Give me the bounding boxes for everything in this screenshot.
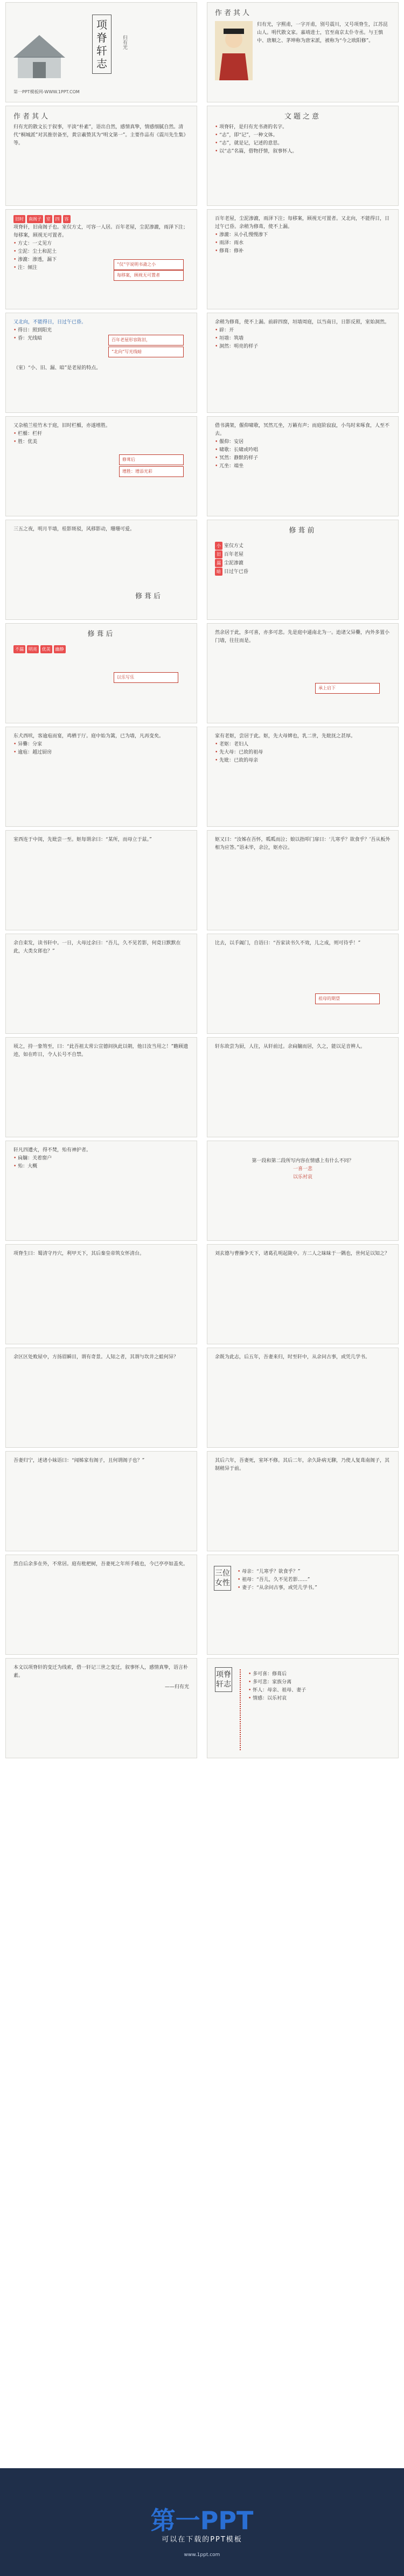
callout-box: 祖母的期望 — [315, 993, 380, 1004]
text-slide — [207, 416, 399, 516]
slide-title: 文题之意 — [284, 113, 321, 121]
note: • 异爨：分家 — [13, 741, 189, 749]
passage: 妪又曰：“汝姊在吾怀，呱呱而泣；娘以指叩门扉曰：‘儿寒乎？欲食乎？’吾从板外相为应答。”语未毕，余泣，妪亦泣。 — [215, 837, 391, 851]
label-desc: 日过午已昏 — [224, 569, 248, 575]
slide-body — [215, 1457, 391, 1473]
question: 第一段和第二段所写内容在情感上有什么不同？ — [252, 1158, 354, 1164]
note: • 昏：光线暗 — [13, 335, 189, 343]
theme-line: • “志”，就是记，记述的意思。 — [215, 140, 391, 148]
passage: 百年老屋，尘泥渗漉，雨泽下注；每移案，顾视无可置者。又北向，不能得日，日过午已昏。余稍为修葺，使不上漏。 — [215, 216, 390, 230]
passage: 余自束发，读书轩中。一日，大母过余曰：“吾儿，久不见若影，何竟日默默在此，大类女郎也？” — [13, 941, 181, 954]
passage: 比去，以手阖门，自语曰：“吾家读书久不效，儿之成，则可待乎！” — [215, 941, 361, 946]
slide-body — [13, 1353, 189, 1362]
passage: 三五之夜，明月半墙，桂影斑驳，风移影动，珊珊可爱。 — [13, 527, 135, 532]
slide-body — [215, 629, 391, 645]
quote-line: • 母亲：“儿寒乎？欲食乎？” — [238, 1568, 391, 1576]
passage: 轩东故尝为厨，人往，从轩前过。余扃牖而居，久之，能以足音辨人。 — [215, 1044, 366, 1049]
label-pill: 明亮 — [27, 645, 39, 653]
text-slide — [5, 1555, 197, 1655]
author-bio: 归有光，字熙甫，一字开甫，别号震川，又号项脊生，江苏昆山人。明代散文家。嘉靖进士，官至南京太仆寺丞。与王慎中、唐顺之、茅坤称为唐宋派，被称为“今之欧阳修”。 — [257, 22, 388, 44]
callout-box: 增胜：增添光彩 — [119, 466, 184, 477]
text-slide — [207, 727, 399, 827]
callout-box: 修葺后 — [119, 454, 184, 465]
passage: 刘玄德与曹操争天下，诸葛孔明起陇中。方二人之昧昧于一隅也，世何足以知之？ — [215, 1251, 390, 1256]
note: • 洞然：明亮的样子 — [215, 343, 391, 351]
slide-body — [13, 526, 189, 534]
text-slide — [5, 1141, 197, 1241]
text-slide — [207, 934, 399, 1034]
quote-line: • 祖母：“吾儿，久不见若影……” — [238, 1576, 391, 1584]
label-pill: 幽静 — [54, 645, 66, 653]
slide-body — [238, 1568, 391, 1592]
slide-body — [215, 1043, 391, 1051]
passage: 其后六年，吾妻死，室坏不修。其后二年，余久卧病无聊，乃使人复葺南阁子，其制稍异于前。 — [215, 1458, 390, 1472]
slide-body — [13, 1147, 189, 1171]
vertical-title: 三位女性 — [214, 1566, 231, 1591]
passage: 余既为此志，后五年，吾妻来归，时至轩中，从余问古事，或凭几学书。 — [215, 1355, 371, 1360]
callout-box: 百年老屋形容陈旧， — [108, 335, 184, 346]
passage: 余区区处败屋中，方扬眉瞬目，谓有奇景。人知之者，其谓与坎井之蛙何异？ — [13, 1355, 179, 1360]
note: • 兀坐：端坐 — [215, 462, 391, 471]
slide-body — [13, 1560, 189, 1569]
note: • 先大母：已故的祖母 — [215, 749, 391, 757]
label-desc: 尘泥渗漉 — [224, 561, 243, 566]
passage: 项脊轩，旧南阁子也。室仅方丈，可容一人居。百年老屋，尘泥渗漉，雨泽下注；每移案，顾视无可置者。 — [13, 225, 189, 238]
slide-body — [248, 1670, 391, 1703]
slide-body — [13, 1043, 189, 1059]
answer: 以乐衬哀 — [292, 1175, 312, 1180]
text-slide — [5, 727, 197, 827]
slide-title: 修葺前 — [289, 527, 317, 535]
text-slide — [207, 209, 399, 309]
note: • 冥然：静默的样子 — [215, 454, 391, 462]
note: • 渗漉：从小孔慢慢渗下 — [215, 231, 391, 239]
summary-item: • 多可喜：修葺后 — [248, 1670, 391, 1679]
passage: 东犬西吠，客逾庖而宴，鸡栖于厅。庭中始为篱，已为墙，凡再变矣。 — [13, 734, 164, 739]
summary-slide — [207, 1658, 399, 1758]
note: • 栏楯：栏杆 — [13, 430, 189, 438]
note: • 垣墙：筑墙 — [215, 335, 391, 343]
note: • 修葺：修补 — [215, 247, 391, 255]
passage: 本文以项脊轩的变迁为线索，借一轩记三世之变迁，叙事怀人，感情真挚，语言朴素。 — [13, 1665, 189, 1679]
callout-box: 每移案，顾视无可置者 — [114, 270, 184, 281]
cover-brand: 第一PPT模板网-WWW.1PPT.COM — [13, 89, 80, 94]
theme-slide — [207, 106, 399, 206]
slide-body — [13, 319, 189, 372]
dotted-divider — [240, 1669, 242, 1750]
note: • 得日：照到阳光 — [13, 327, 189, 335]
label-pill: 小 — [215, 542, 222, 550]
note: • 渗漉：渗透，漏下 — [13, 256, 189, 264]
cover-author: 归有光 — [122, 35, 127, 50]
keyword-pill: 容 — [63, 215, 71, 223]
keyword-pill: 室 — [45, 215, 52, 223]
text-slide — [5, 1658, 197, 1758]
author-style-slide — [5, 106, 197, 206]
label-desc: 百年老屋 — [224, 552, 243, 557]
note: • 殆：大概 — [13, 1163, 189, 1171]
slide-body — [215, 940, 391, 948]
note: • 偃仰：安居 — [215, 438, 391, 446]
section-label: 修葺后 — [135, 592, 163, 600]
text-slide — [5, 934, 197, 1034]
brand-subtitle: 可以在下载的PPT模板 — [162, 2536, 242, 2544]
text-slide — [5, 1348, 197, 1448]
note: • 扃牖：关着窗户 — [13, 1155, 189, 1163]
summary-item: • 多可悲：家族分离 — [248, 1679, 391, 1687]
text-slide — [207, 830, 399, 930]
vertical-title: 项脊轩志 — [215, 1667, 232, 1692]
author-style-text: 归有光的散文长于叙事，平淡“朴素”，语出自然，感情真挚，情感细腻自然。清代“桐城派”对其推崇备至，黄宗羲赞其为“明文第一”。主要作品有《震川先生集》等。 — [13, 125, 189, 146]
slide-body — [215, 319, 391, 351]
summary-item: • 情感：以乐衬哀 — [248, 1695, 391, 1703]
text-slide — [5, 313, 197, 413]
theme-line: • 项脊轩，是归有光书斋的名字。 — [215, 123, 391, 132]
label-pill: 不漏 — [13, 645, 25, 653]
slide-body — [215, 1250, 391, 1258]
slide-body — [13, 1457, 189, 1465]
label-pill: 旧 — [215, 550, 222, 558]
slide-title: 作者其人 — [13, 113, 51, 121]
passage: 余稍为修葺，使不上漏。前辟四窗，垣墙周庭，以当南日，日影反照，室始洞然。 — [215, 320, 390, 325]
callout-box: “北向”写光线暗 — [108, 347, 184, 357]
cover-title: 项脊轩志 — [92, 15, 112, 74]
summary-item: • 怀人：母亲、祖母、妻子 — [248, 1687, 391, 1695]
slide-body — [215, 1157, 391, 1182]
note: • 逾庖：越过厨房 — [13, 749, 189, 757]
slide-title: 修葺后 — [87, 630, 115, 638]
cover-slide — [5, 2, 197, 102]
theme-lines — [215, 123, 391, 156]
slide-body — [215, 1353, 391, 1362]
contrast-list — [215, 542, 391, 576]
text-slide — [207, 1037, 399, 1137]
contrast-slide — [5, 623, 197, 723]
text-slide — [207, 1348, 399, 1448]
text-slide — [207, 1244, 399, 1344]
text-slide — [5, 1037, 197, 1137]
slide-body — [215, 422, 391, 471]
label-desc: 室仅方丈 — [224, 543, 243, 549]
passage: 家有老妪，尝居于此。妪，先大母婢也，乳二世，先妣抚之甚厚。 — [215, 734, 356, 739]
author-portrait — [215, 21, 253, 80]
pavilion-illustration — [13, 19, 65, 84]
note: • 注：倾注 — [13, 264, 189, 272]
contrast-list — [13, 645, 189, 654]
passage: 然余居于此，多可喜，亦多可悲。先是庭中通南北为一。迨诸父异爨，内外多置小门墙，往往而是。 — [215, 630, 390, 644]
slide-body — [13, 836, 189, 844]
text-slide — [5, 520, 197, 620]
slide-body — [13, 1664, 189, 1691]
text-slide — [207, 623, 399, 723]
slide-body — [13, 940, 189, 956]
callout-box: 以乐写乐 — [114, 672, 178, 683]
passage: 又北向，不能得日，日过午已昏。 — [13, 320, 87, 325]
label-pill: 漏 — [215, 559, 222, 567]
keyword-pill: 旧时 — [13, 215, 25, 223]
signature: ——归有光 — [164, 1684, 189, 1690]
callout-box: “仅”字说明书斋之小 — [114, 259, 184, 270]
text-slide — [207, 313, 399, 413]
passage: 顷之，持一象笏至，曰：“此吾祖太常公宣德间执此以朝，他日汝当用之！”瞻顾遗迹，如在昨日，令人长号不自禁。 — [13, 1044, 189, 1058]
brand-logo: 第一PPT — [150, 2506, 254, 2535]
question-slide — [207, 1141, 399, 1241]
passage: 然自后余多在外，不常居。庭有枇杷树，吾妻死之年所手植也，今已亭亭如盖矣。 — [13, 1562, 189, 1567]
theme-line: • 以“志”名篇，借物抒情，叙事怀人。 — [215, 148, 391, 156]
author-slide — [207, 2, 399, 102]
quote-line: • 妻子：“从余问古事，或凭几学书。” — [238, 1584, 391, 1592]
passage: 又杂植兰桂竹木于庭，旧时栏楯，亦遂增胜。 — [13, 423, 111, 429]
text-slide — [207, 1451, 399, 1551]
note: • 先妣：已故的母亲 — [215, 757, 391, 765]
slide-body — [13, 1250, 189, 1258]
label-pill: 优美 — [40, 645, 52, 653]
slide-title: 作者其人 — [215, 9, 252, 17]
label-pill: 暗 — [215, 568, 222, 576]
brand-url: www.1ppt.com — [184, 2552, 220, 2558]
summary-line: （室）“小、旧、漏、暗”是老屋的特点。 — [13, 365, 101, 371]
slide-body — [13, 733, 189, 757]
slide-body — [215, 215, 391, 255]
text-slide — [5, 209, 197, 309]
passage: 借书满架，偃仰啸歌，冥然兀坐，万籁有声；而庭阶寂寂，小鸟时来啄食，人至不去。 — [215, 423, 390, 437]
theme-line: • “志”，即“记”，一种文体。 — [215, 132, 391, 140]
passage: 项脊生曰：蜀清守丹穴，利甲天下，其后秦皇帝筑女怀清台。 — [13, 1251, 145, 1256]
callout-box: 承上启下 — [315, 683, 380, 694]
text-slide — [5, 1451, 197, 1551]
note: • 啸歌：长啸或吟唱 — [215, 446, 391, 454]
note: • 辟：开 — [215, 327, 391, 335]
note: • 雨泽：雨水 — [215, 239, 391, 247]
slide-body — [13, 422, 189, 446]
keyword-pill: 四 — [54, 215, 61, 223]
passage: 室西连于中闺，先妣尝一至。妪每谓余曰：“某所，而母立于兹。” — [13, 837, 152, 842]
slide-body — [215, 836, 391, 852]
text-slide — [5, 1244, 197, 1344]
passage: 轩凡四遭火，得不焚，殆有神护者。 — [13, 1148, 92, 1153]
passage: 吾妻归宁，述诸小妹语曰：“闻姊家有阁子，且何谓阁子也？” — [13, 1458, 145, 1463]
note: • 尘泥：尘土和泥土 — [13, 248, 189, 256]
contrast-slide — [207, 520, 399, 620]
keyword-pill: 南阁子 — [27, 215, 43, 223]
answer: 一喜一悲 — [292, 1166, 312, 1172]
text-slide — [5, 416, 197, 516]
text-slide — [5, 830, 197, 930]
note: • 胜：优美 — [13, 438, 189, 446]
note: • 老妪：老妇人 — [215, 741, 391, 749]
women-slide — [207, 1555, 399, 1655]
note: • 方丈：一丈见方 — [13, 240, 189, 248]
slide-body — [215, 733, 391, 765]
